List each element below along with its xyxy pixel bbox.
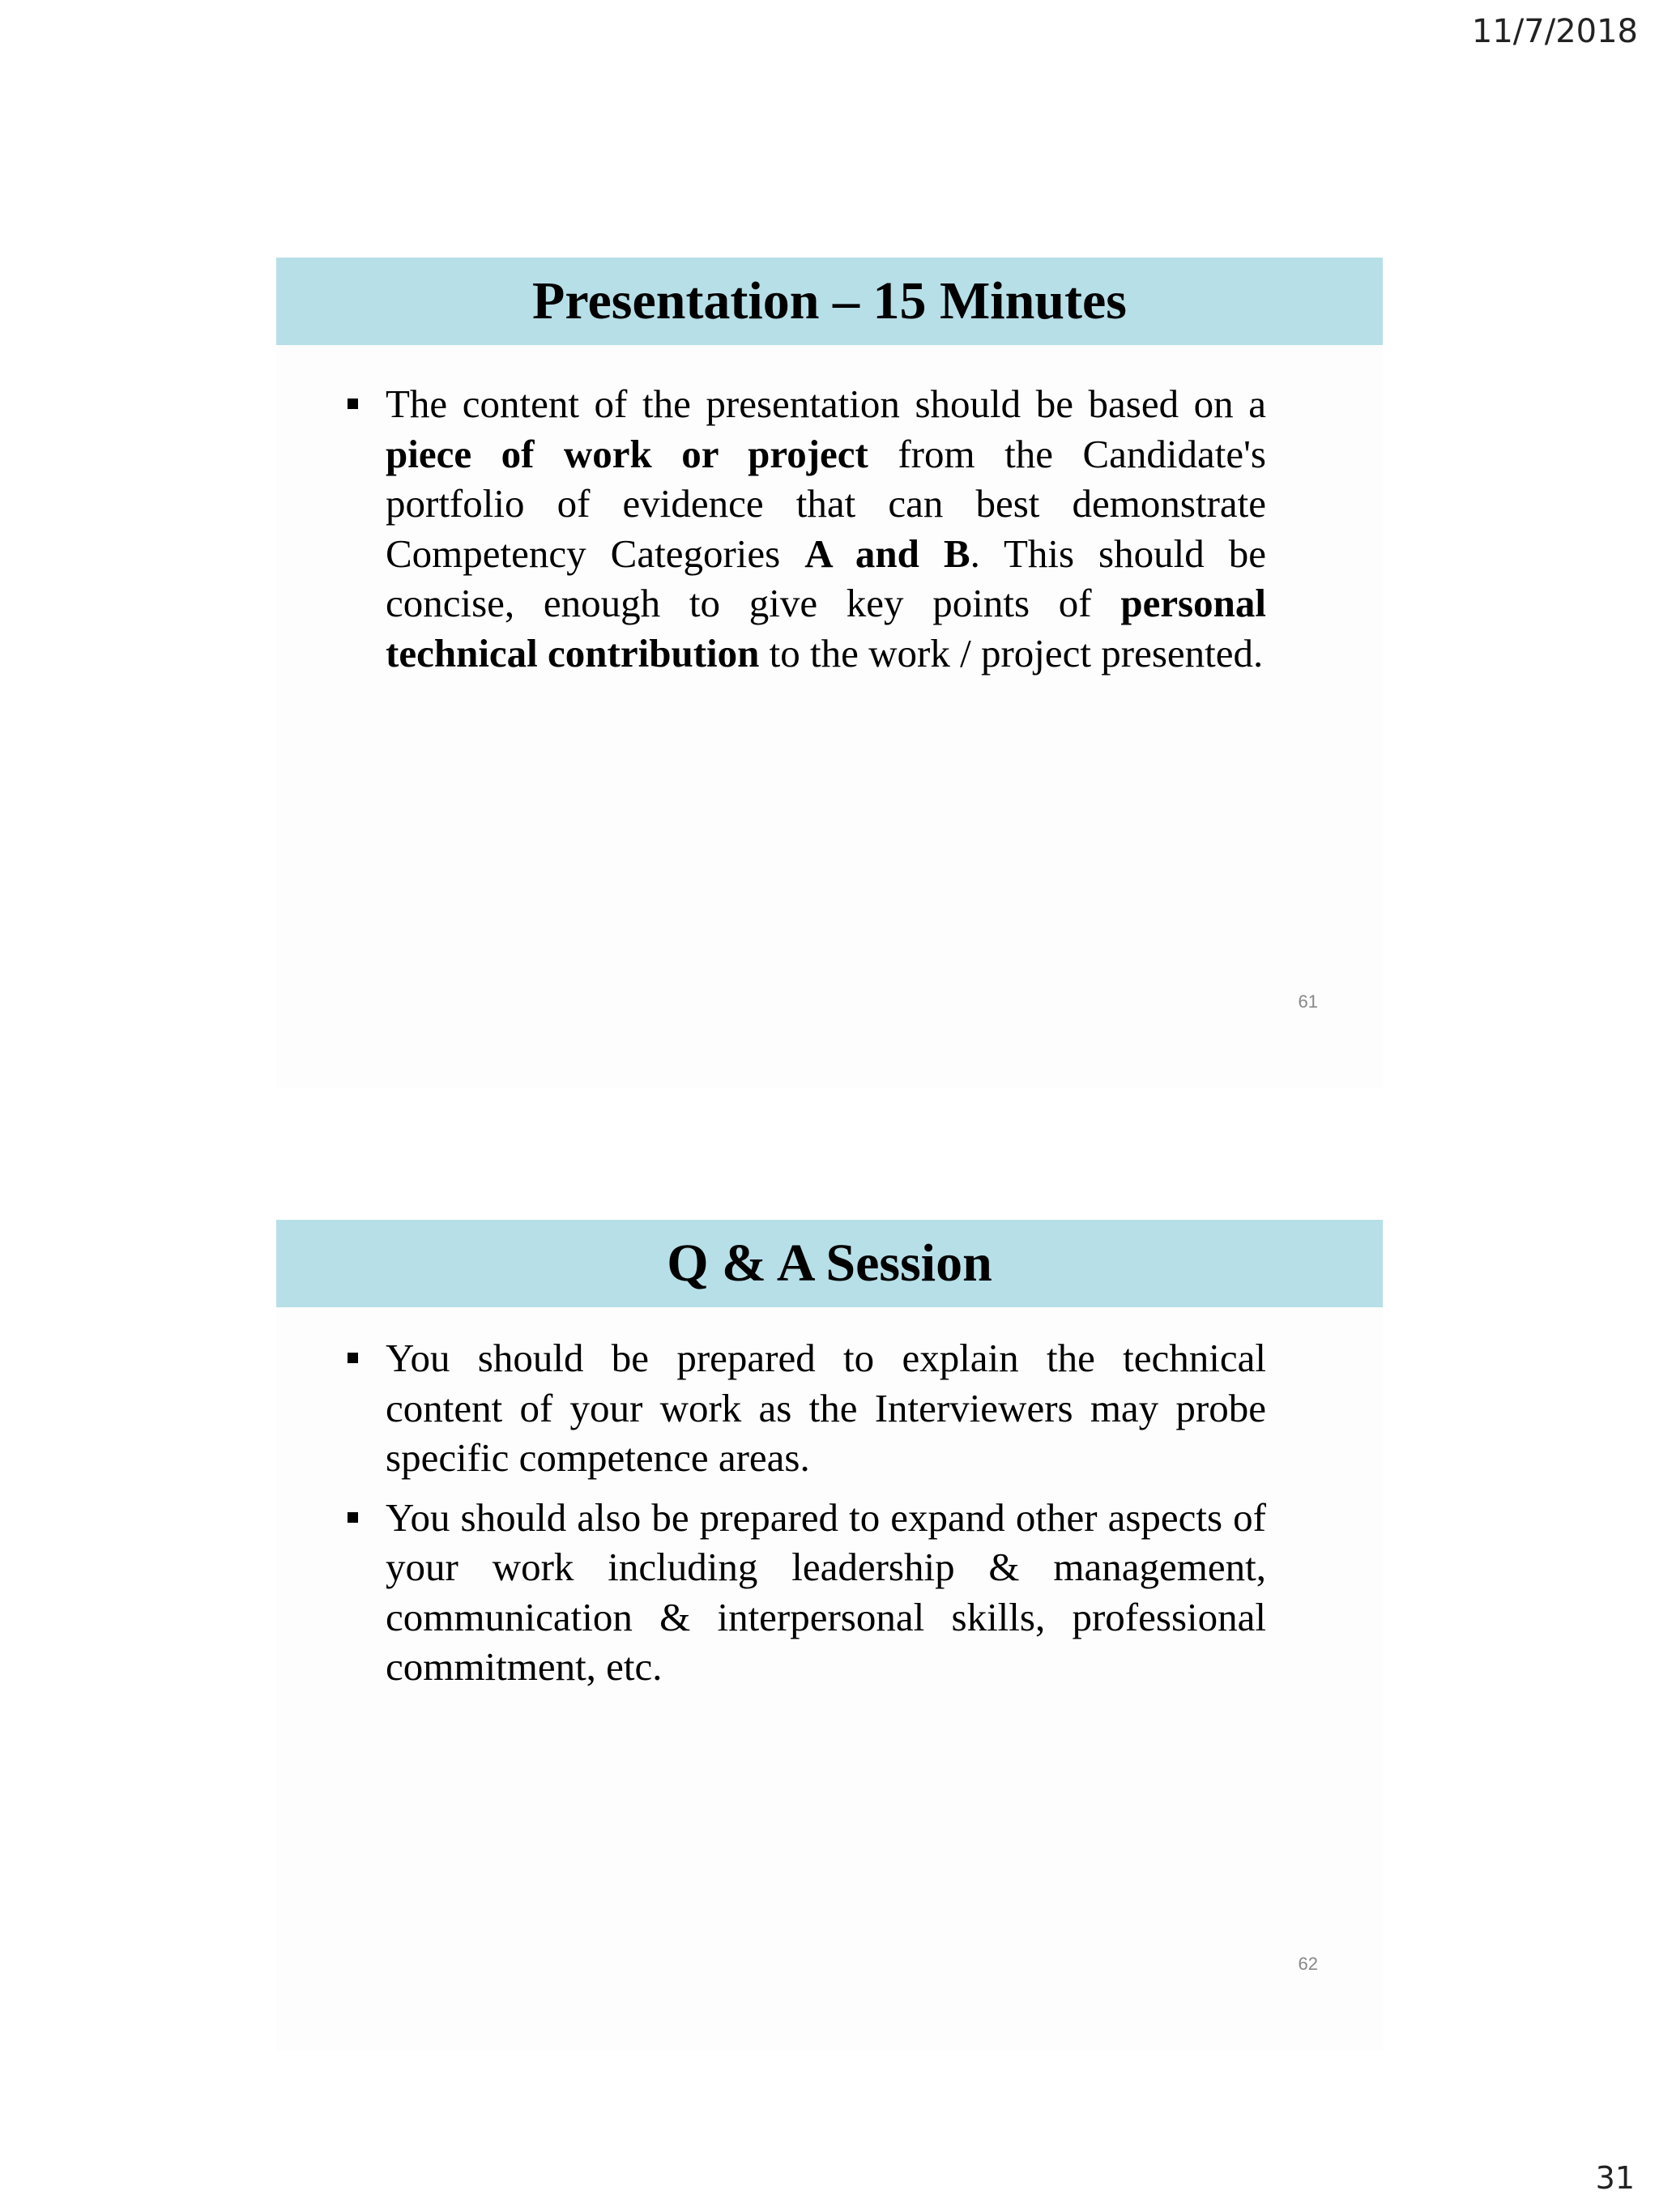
- slide-number: 62: [1298, 1954, 1318, 1974]
- bold-text-segment: piece of work or project: [386, 431, 868, 476]
- bullet-text: You should be prepared to explain the technical content of your work as the Interviewers may probe specific competence areas.: [386, 1336, 1266, 1480]
- slide-title: Presentation – 15 Minutes: [532, 271, 1127, 330]
- text-segment: to the work / project presented.: [759, 630, 1264, 676]
- bullet-list: [345, 1333, 1266, 1702]
- square-bullet-icon: [348, 1353, 358, 1363]
- slide-number: 61: [1298, 991, 1318, 1012]
- slide-title: Q & A Session: [667, 1234, 992, 1293]
- page-date: 11/7/2018: [1471, 13, 1638, 50]
- bullet-text: You should also be prepared to expand other aspects of your work including leadership & management, communication & interpersonal skills, professional commitment, etc.: [386, 1494, 1266, 1689]
- bold-text-segment: A and B: [804, 531, 970, 576]
- text-segment: The content of the presentation should be based on a: [386, 381, 1266, 426]
- slide-presentation: [276, 258, 1383, 1088]
- bullet-list: [345, 379, 1266, 688]
- square-bullet-icon: [348, 1512, 358, 1523]
- bullet-item: [345, 1493, 1266, 1692]
- bullet-item: [345, 1333, 1266, 1483]
- slide-qa-session: [276, 1220, 1383, 2050]
- text-segment: from the Candidate's portfolio of evidence that can best demonstrate Competency Categories: [386, 431, 1266, 576]
- bold-text-segment: personal technical contribution: [386, 581, 1266, 676]
- page-number: 31: [1595, 2160, 1635, 2196]
- slide-header: [276, 1220, 1383, 1307]
- bullet-text: [386, 381, 1266, 676]
- slide-header: [276, 258, 1383, 345]
- bullet-item: [345, 379, 1266, 678]
- square-bullet-icon: [348, 399, 358, 409]
- text-segment: . This should be concise, enough to give key points of: [386, 531, 1266, 625]
